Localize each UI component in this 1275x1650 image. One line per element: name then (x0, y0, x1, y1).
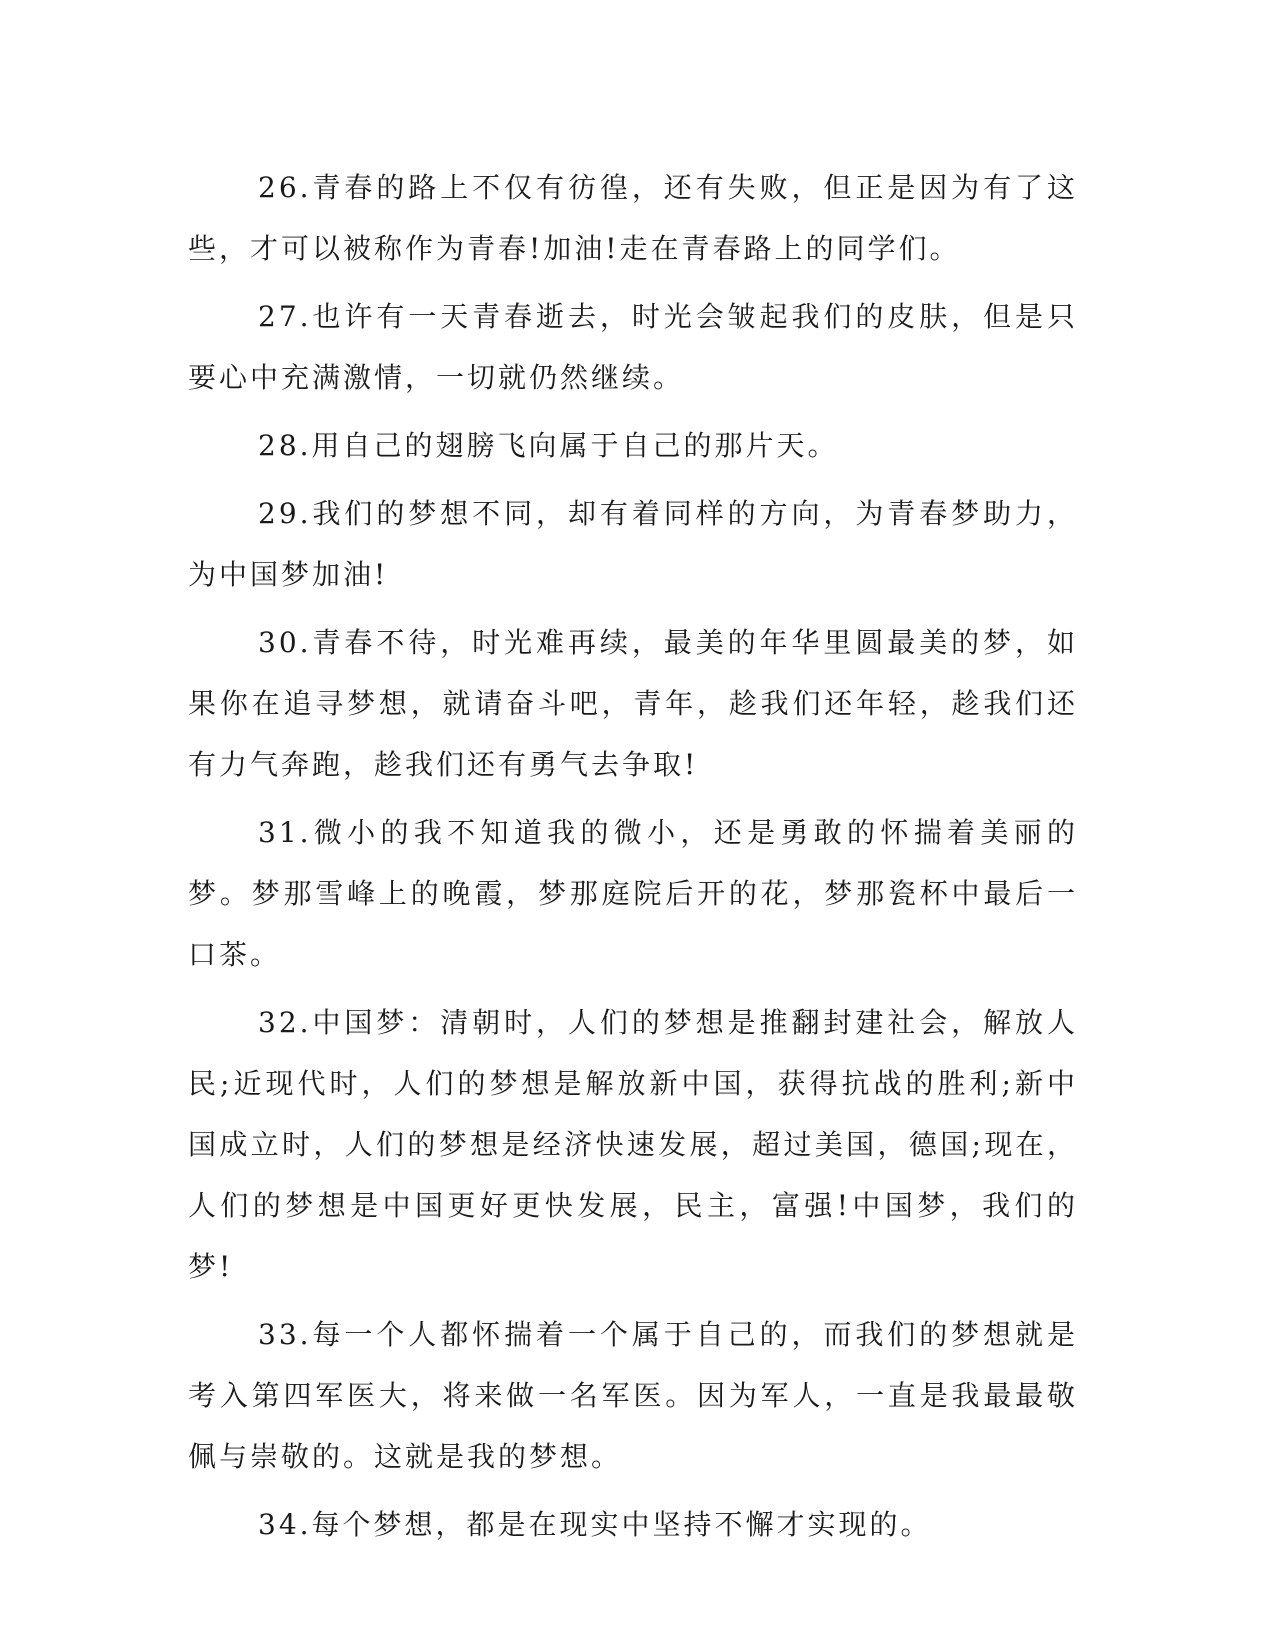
paragraph-32: 32.中国梦：清朝时，人们的梦想是推翻封建社会，解放人民;近现代时，人们的梦想是解放新中国，获得抗战的胜利;新中国成立时，人们的梦想是经济快速发展，超过美国，德国;现在，人们的梦想是中国更好更快发展，民主，富强!中国梦，我们的梦! (188, 1006, 1078, 1283)
paragraph-30: 30.青春不待，时光难再续，最美的年华里圆最美的梦，如果你在追寻梦想，就请奋斗吧，青年，趁我们还年轻，趁我们还有力气奔跑，趁我们还有勇气去争取! (188, 626, 1078, 781)
paragraph-29: 29.我们的梦想不同，却有着同样的方向，为青春梦助力，为中国梦加油! (188, 497, 1078, 591)
paragraph-26: 26.青春的路上不仅有彷徨，还有失败，但正是因为有了这些，才可以被称作为青春!加油!走在青春路上的同学们。 (188, 171, 1078, 265)
paragraph-34: 34.每个梦想，都是在现实中坚持不懈才实现的。 (258, 1508, 932, 1541)
paragraph-27: 27.也许有一天青春逝去，时光会皱起我们的皮肤，但是只要心中充满激情，一切就仍然继续。 (188, 300, 1078, 394)
paragraph-33: 33.每一个人都怀揣着一个属于自己的，而我们的梦想就是考入第四军医大，将来做一名军医。因为军人，一直是我最最敬佩与崇敬的。这就是我的梦想。 (188, 1318, 1078, 1473)
document-body (188, 157, 1078, 1562)
paragraph-31: 31.微小的我不知道我的微小，还是勇敢的怀揣着美丽的梦。梦那雪峰上的晚霞，梦那庭院后开的花，梦那瓷杯中最后一口茶。 (188, 816, 1078, 971)
paragraph-28: 28.用自己的翅膀飞向属于自己的那片天。 (258, 429, 839, 462)
